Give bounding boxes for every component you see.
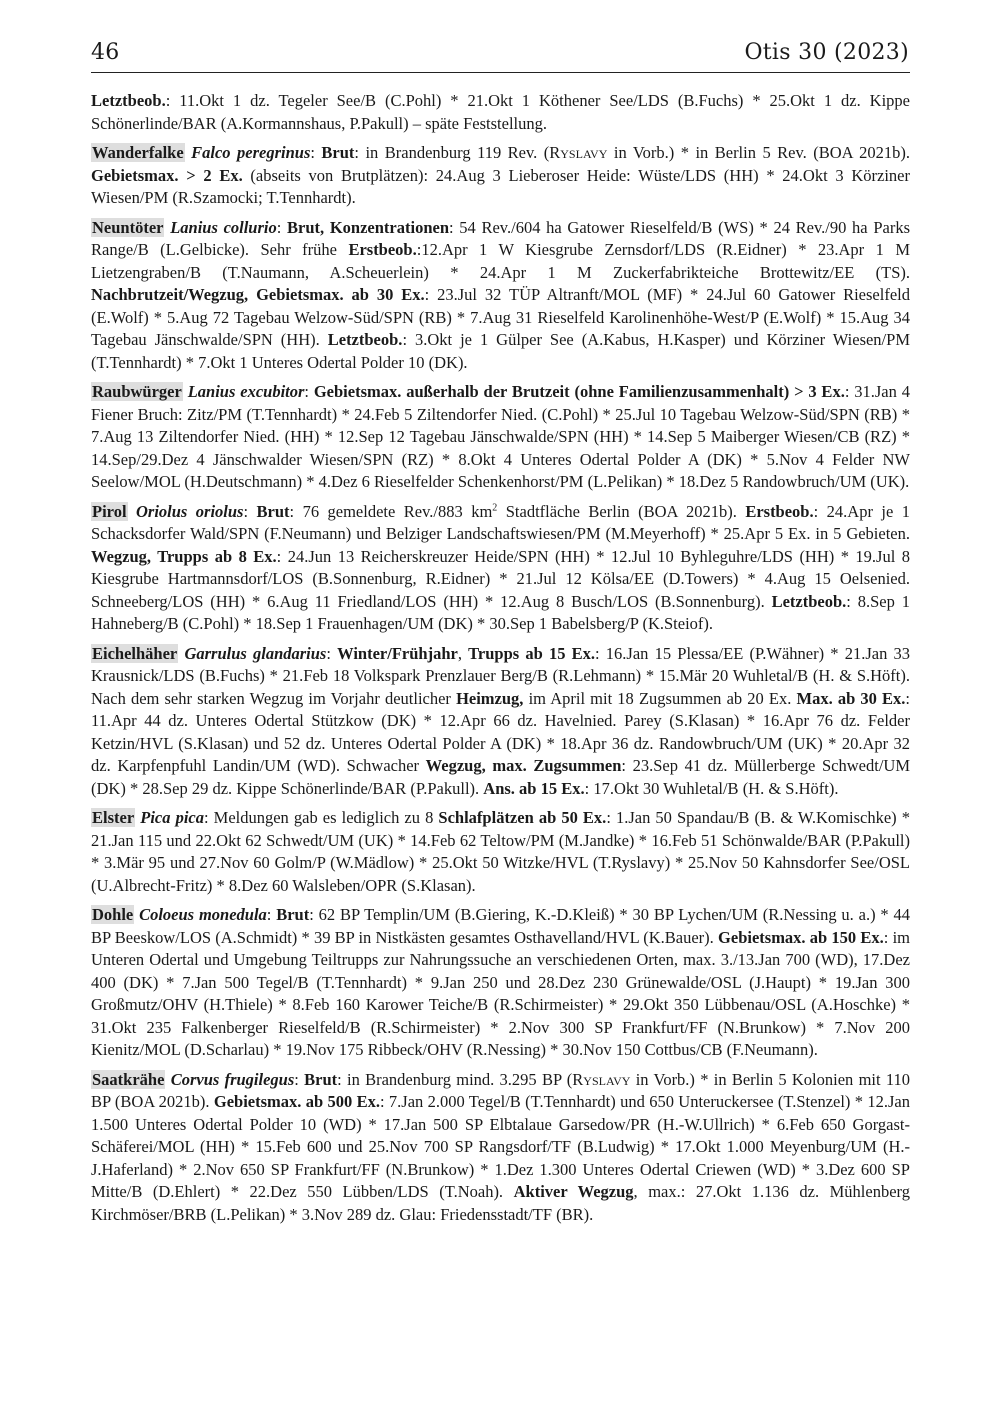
- text-run: : 54 Rev./604 ha Gatower Rieselfeld/B (WS) * 24 Rev./90 ha Parks Range/B (L.Gelbicke). Sehr frühe: [91, 217, 910, 259]
- text-run: :: [266, 905, 277, 924]
- text-run: : 24.Apr je 1 Schacksdorfer Wald/SPN (F.Neumann) und Belziger Landschaftswiesen/PM (M.Meyerhoff) * 25.Apr 5 Ex. in 5 Gebieten.: [91, 501, 910, 543]
- species-name: Pirol: [92, 501, 127, 521]
- text-run: : 76 gemeldete Rev./883 km: [289, 501, 493, 521]
- text-run: : 62 BP Templin/UM (B.Giering, K.-D.Kleiß) * 30 BP Lychen/UM (R.Nessing u. a.) * 44 BP Beeskow/LOS (A.Schmidt) * 39 BP in Nistkästen gesamtes Osthavelland/HVL (K.Bauer).: [91, 905, 911, 947]
- text-run: ,: [457, 643, 469, 663]
- text-run: : 11.Apr 44 dz. Unteres Odertal Stützkow (DK) * 12.Apr 66 dz. Havelnied. Parey (S.Klasan) * 16.Apr 76 dz. Felder Ketzin/HVL (S.Klasan) und 52 dz. Unteres Odertal Polder A (DK) * 18.Apr 36 dz. Randowbruch/UM (UK) * 20.Apr 32 dz. Karpfenpfuhl Landin/UM (WD). Schwacher: [91, 688, 910, 775]
- text-run: im April mit 18 Zugsummen ab 20 Ex.: [523, 688, 797, 708]
- bold-term: Erstbeob.: [745, 501, 814, 521]
- species-name: Neuntöter: [92, 217, 164, 237]
- entry-wanderfalke: [91, 142, 910, 210]
- bold-term: Gebietsmax. außerhalb der Brutzeit (ohne Familienzusammenhalt) > 3 Ex.: [313, 382, 845, 401]
- entry-elster: [91, 807, 910, 897]
- text-run: : 31.Jan 4 Fiener Bruch: Zitz/PM (T.Tennhardt) * 24.Feb 5 Ziltendorfer Nied. (C.Pohl) * 25.Jul 10 Tagebau Welzow-Süd/SPN (RB) * 7.Aug 13 Ziltendorfer Nied. (HH) * 12.Sep 12 Tagebau Jänschwalde/SPN (HH) * 14.Sep 5 Maiberger Wiesen/CB (RZ) * 14.Sep/29.Dez 4 Jänschwalder Wiesen/SPN (RZ) * 8.Okt 4 Unteres Odertal Polder A (DK) * 5.Nov 4 Felder NW Seelow/MOL (H.Deutschmann) * 4.Dez 6 Rieselfelder Schenkenhorst/PM (L.Pelikan) * 18.Dez 5 Randowbruch/UM (UK).: [91, 382, 910, 491]
- entry-letztbeob-continuation: [91, 90, 910, 135]
- species-name: Dohle: [92, 905, 134, 924]
- page-header: [91, 38, 910, 73]
- bold-term: Brut, Konzentrationen: [287, 217, 450, 237]
- species-name: Eichelhäher: [92, 643, 178, 663]
- text-run: :: [294, 1069, 305, 1089]
- text-run: : 1.Jan 50 Spandau/B (B. & W.Komischke) * 21.Jan 115 und 22.Okt 62 Schwedt/UM (UK) * 14.Feb 62 Teltow/PM (M.Jandke) * 16.Feb 51 Schönwalde/BAR (P.Pakull) * 3.Mär 95 und 27.Nov 60 Golm/P (W.Mädlow) * 25.Okt 50 Witzke/HVL (T.Ryslavy) * 25.Nov 50 Kahnsdorfer See/OSL (U.Albrecht-Fritz) * 8.Dez 60 Walsleben/OPR (S.Klasan).: [91, 808, 910, 895]
- text-run: : 23.Jul 32 TÜP Altranft/MOL (MF) * 24.Jul 60 Gatower Rieselfeld (E.Wolf) * 5.Aug 72 Tagebau Welzow-Süd/SPN (RB) * 7.Aug 31 Rieselfeld Karolinenhöhe-West/P (E.Wolf) * 15.Aug 34 Tagebau Jänschwalde/SPN (HH).: [91, 285, 910, 349]
- scientific-name: Corvus frugilegus: [170, 1069, 295, 1089]
- entry-neuntoeter: [91, 217, 910, 375]
- scientific-name: Coloeus monedula: [139, 905, 267, 924]
- superscript: 2: [492, 502, 498, 513]
- text-run: :: [276, 217, 288, 237]
- text-run: :: [243, 501, 257, 521]
- entry-raubwuerger: [91, 381, 910, 494]
- bold-term: Aktiver Wegzug: [513, 1182, 634, 1201]
- scientific-name: Garrulus glandarius: [184, 643, 327, 663]
- bold-term: Ans. ab 15 Ex.: [483, 778, 585, 798]
- text-run: [128, 502, 136, 521]
- scientific-name: Oriolus oriolus: [135, 501, 244, 521]
- bold-term: Trupps ab 15 Ex.: [468, 643, 596, 663]
- text-run: : in Brandenburg 119 Rev. (: [354, 143, 550, 162]
- page-number: 46: [91, 40, 120, 65]
- entry-pirol: [91, 501, 910, 636]
- bold-term: Winter/Frühjahr: [337, 643, 458, 663]
- article-body: [91, 90, 910, 1233]
- bold-term: Letztbeob.: [91, 91, 166, 110]
- author-name: Ryslavy: [572, 1069, 631, 1089]
- bold-term: Gebietsmax. ab 500 Ex.: [213, 1092, 380, 1111]
- bold-term: Wegzug, Trupps ab 8 Ex.: [91, 546, 277, 566]
- text-run: (abseits von Brutplätzen): 24.Aug 3 Lieberoser Heide: Wüste/LDS (HH) * 24.Okt 3 Körziner Wiesen/PM (R.Szamocki; T.Tennhardt).: [91, 165, 910, 207]
- text-run: : im Unteren Odertal und Umgebung Teiltrupps zur Nahrungssuche an verschiedenen Orten, max. 3./13.Jan 700 (WD), 17.Dez 400 (DK) * 7.Jan 500 Tegel/B (T.Tennhardt) * 9.Jan 250 und 28.Dez 230 Grünewalde/OSL (J.Haupt) * 19.Jan 300 Großmutz/OHV (H.Thiele) * 8.Feb 160 Karower Teiche/B (R.Schirmeister) * 29.Okt 350 Lübbenau/OSL (A.Hoschke) * 31.Okt 235 Falkenberger Rieselfeld/B (R.Schirmeister) * 2.Nov 300 SP Frankfurt/FF (N.Brunkow) * 7.Nov 200 Kienitz/MOL (D.Scharlau) * 19.Nov 175 Ribbeck/OHV (R.Nessing) * 30.Nov 150 Cottbus/CB (F.Neumann).: [91, 927, 910, 1059]
- bold-term: Gebietsmax. ab 150 Ex.: [718, 927, 884, 947]
- text-run: in Vorb.) * in Berlin 5 Kolonien mit 110 BP (BOA 2021b).: [91, 1069, 910, 1111]
- bold-term: Brut: [276, 905, 310, 924]
- text-run: : 7.Jan 2.000 Tegel/B (T.Tennhardt) und 650 Unteruckersee (T.Stenzel) * 12.Jan 1.500 Unteres Odertal Polder 10 (WD) * 17.Jan 500 SP Elbtalaue Garsedow/PR (H.-W.Ullrich) * 6.Feb 650 Gorgast-Schäferei/MOL (HH) * 15.Feb 600 und 25.Nov 700 SP Rangsdorf/TF (B.Ludwig) * 17.Okt 1.000 Meyenburg/UM (H.-J.Haferland) * 2.Nov 650 SP Frankfurt/FF (N.Brunkow) * 1.Dez 1.300 Unteres Odertal Criewen (WD) * 3.Dez 600 SP Mitte/B (D.Ehlert) * 22.Dez 550 Lübben/LDS (T.Noah).: [91, 1092, 910, 1201]
- scientific-name: Falco peregrinus: [191, 143, 311, 162]
- bold-term: Brut: [256, 501, 290, 521]
- bold-term: Heimzug,: [456, 688, 524, 708]
- text-run: in Vorb.) * in Berlin 5 Rev. (BOA 2021b).: [607, 143, 910, 162]
- text-run: : Meldungen gab es lediglich zu 8: [203, 808, 439, 827]
- bold-term: Letztbeob.: [327, 330, 403, 349]
- text-run: Stadtfläche Berlin (BOA 2021b).: [497, 501, 746, 521]
- bold-term: Schlafplätzen ab 50 Ex.: [438, 808, 607, 827]
- text-run: :: [310, 143, 322, 162]
- species-name: Wanderfalke: [92, 143, 184, 162]
- text-run: : 17.Okt 30 Wuhletal/B (H. & S.Höft).: [584, 778, 839, 798]
- bold-term: Letztbeob.: [771, 591, 847, 611]
- entry-eichelhaeher: [91, 643, 910, 801]
- bold-term: Brut: [304, 1069, 338, 1089]
- bold-term: Nachbrutzeit/Wegzug, Gebietsmax. ab 30 Ex.: [91, 285, 425, 304]
- species-name: Saatkrähe: [92, 1069, 165, 1089]
- author-name: Ryslavy: [549, 143, 608, 162]
- text-run: : 11.Okt 1 dz. Tegeler See/B (C.Pohl) * 21.Okt 1 Köthener See/LDS (B.Fuchs) * 25.Okt 1 dz. Kippe Schönerlinde/BAR (A.Kormannshaus, P.Pakull) – späte Feststellung.: [91, 91, 910, 133]
- text-run: : 8.Sep 1 Hahneberg/B (C.Pohl) * 18.Sep 1 Frauenhagen/UM (DK) * 30.Sep 1 Babelsberg/P (K.Steiof).: [91, 591, 910, 633]
- text-run: : 23.Sep 41 dz. Müllerberge Schwedt/UM (DK) * 28.Sep 29 dz. Kippe Schönerlinde/BAR (P.Pakull).: [91, 756, 910, 798]
- text-run: , max.: 27.Okt 1.136 dz. Mühlenberg Kirchmöser/BRB (L.Pelikan) * 3.Nov 289 dz. Glau: Friedensstadt/TF (BR).: [91, 1182, 910, 1224]
- scientific-name: Pica pica: [140, 808, 204, 827]
- bold-term: Gebietsmax. > 2 Ex.: [91, 165, 243, 185]
- bold-term: Erstbeob.: [348, 240, 417, 259]
- bold-term: Max. ab 30 Ex.: [796, 688, 906, 708]
- species-name: Raubwürger: [92, 382, 182, 401]
- bold-term: Brut: [321, 143, 355, 162]
- entry-saatkraehe: [91, 1069, 910, 1227]
- bold-term: Wegzug, max. Zugsummen: [425, 756, 622, 775]
- species-name: Elster: [92, 808, 135, 827]
- journal-title: Otis 30 (2023): [744, 40, 909, 65]
- text-run: : 3.Okt je 1 Gülper See (A.Kabus, H.Kasper) und Körziner Wiesen/PM (T.Tennhardt) * 7.Okt 1 Unteres Odertal Polder 10 (DK).: [91, 330, 910, 372]
- text-run: : 24.Jun 13 Reicherskreuzer Heide/SPN (HH) * 12.Jul 10 Byhleguhre/LDS (HH) * 19.Jul 8 Kiesgrube Hartmannsdorf/LOS (B.Sonnenburg, R.Eidner) * 21.Jul 12 Kölsa/EE (D.Towers) * 4.Aug 15 Oelsenied. Schneeberg/LOS (HH) * 6.Aug 11 Friedland/LOS (HH) * 12.Aug 8 Busch/LOS (B.Sonnenburg).: [91, 546, 910, 611]
- text-run: : 16.Jan 15 Plessa/EE (P.Wähner) * 21.Jan 33 Krausnick/LDS (B.Fuchs) * 21.Feb 18 Volkspark Prenzlauer Berg/B (R.Lehmann) * 15.Mär 20 Wuhletal/B (H. & S.Höft). Nach dem sehr starken Wegzug im Vorjahr deutlicher: [91, 643, 911, 708]
- text-run: :: [326, 643, 338, 663]
- text-run: : in Brandenburg mind. 3.295 BP (: [337, 1069, 573, 1089]
- text-run: :: [304, 382, 314, 401]
- scientific-name: Lanius excubitor: [187, 382, 305, 401]
- text-run: :12.Apr 1 W Kiesgrube Zernsdorf/LDS (R.Eidner) * 23.Apr 1 M Lietzengraben/B (T.Naumann, A.Scheuerlein) * 24.Apr 1 M Zuckerfabrikteiche Brottewitz/EE (TS).: [91, 240, 910, 282]
- scientific-name: Lanius collurio: [170, 217, 277, 237]
- entry-dohle: [91, 904, 910, 1062]
